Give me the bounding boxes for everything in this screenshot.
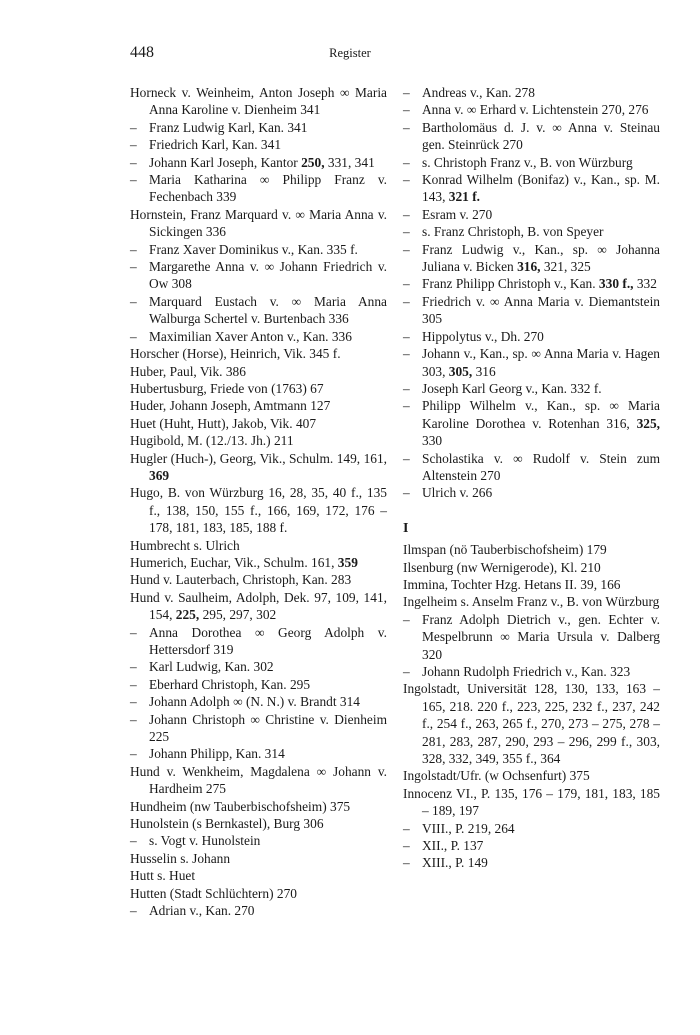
entry-text: Maximilian Xaver Anton v., Kan. 336 [149,328,352,344]
index-subentry [130,328,387,345]
index-subentry [130,171,387,206]
entry-text: Hund v. Saulheim, Adolph, Dek. 97, 109, 141, 154, [130,589,387,623]
entry-text: Hutt s. Huet [130,868,196,884]
principal-page-ref: 250, [301,154,325,170]
index-subentry [403,837,660,854]
subentry-dash: – [130,293,137,309]
subentry-dash: – [403,611,410,627]
entry-text: Horneck v. Weinheim, Anton Joseph ∞ Maria Anna Karoline v. Dienheim 341 [130,85,387,118]
subentry-dash: – [130,624,137,640]
subentry-dash: – [130,694,137,710]
index-entry [403,767,660,784]
index-subentry [130,902,387,919]
entry-text: Franz Ludwig v., Kan., sp. ∞ Johanna Juliana v. Bicken [422,241,660,275]
index-subentry [403,820,660,837]
principal-page-ref: 330 f., [598,276,634,292]
subentry-dash: – [403,172,410,188]
index-entry [403,680,660,767]
entry-text: 331, 341 [324,154,375,170]
entry-text: Husselin s. Johann [130,850,231,866]
entry-text: Anna Dorothea ∞ Georg Adolph v. Hettersdorf 319 [149,624,387,657]
subentry-dash: – [130,172,137,188]
subentry-dash: – [130,903,137,919]
index-entry [130,484,387,536]
index-entry [130,450,387,485]
index-subentry [403,206,660,223]
index-subentry [403,345,660,380]
index-entry [130,589,387,624]
index-subentry [130,258,387,293]
entry-text: Johann Rudolph Friedrich v., Kan. 323 [422,664,631,679]
entry-text: Johann v., Kan., sp. ∞ Anna Maria v. Hagen 303, [422,346,660,379]
index-entry [130,415,387,432]
entry-text: Karl Ludwig, Kan. 302 [149,659,274,675]
index-entry [130,380,387,397]
entry-text: Ulrich v. 266 [422,485,493,501]
entry-text: Maria Katharina ∞ Philipp Franz v. Fechenbach 339 [149,172,387,205]
entry-text: Ilsenburg (nw Wernigerode), Kl. 210 [403,559,601,575]
index-entry [130,537,387,554]
index-subentry [130,745,387,762]
index-subentry [130,241,387,258]
index-subentry [403,154,660,171]
subentry-dash: – [403,855,410,871]
entry-text: Marquard Eustach v. ∞ Maria Anna Walburga Schertel v. Burtenbach 336 [149,293,387,327]
index-subentry [403,484,660,501]
entry-text: Bartholomäus d. J. v. ∞ Anna v. Steinau gen. Steinrück 270 [422,119,660,153]
subentry-dash: – [403,838,410,854]
subentry-dash: – [403,328,410,344]
entry-text: Hornstein, Franz Marquard v. ∞ Maria Anna v. Sickingen 336 [130,206,387,240]
entry-text: s. Vogt v. Hunolstein [149,833,261,849]
index-subentry [130,119,387,136]
entry-text: Humbrecht s. Ulrich [130,537,240,553]
index-subentry [403,101,660,118]
subentry-dash: – [130,676,137,692]
subentry-dash: – [403,154,410,170]
entry-text: Philipp Wilhelm v., Kan., sp. ∞ Maria Karoline Dorothea v. Rotenhan 316, [422,398,660,431]
entry-text: Franz Philipp Christoph v., Kan. [422,276,599,292]
subentry-dash: – [403,241,410,257]
principal-page-ref: 369 [149,467,170,483]
index-subentry [130,293,387,328]
entry-text: Huet (Huht, Hutt), Jakob, Vik. 407 [130,415,317,431]
entry-text: Hippolytus v., Dh. 270 [422,328,544,344]
index-subentry [403,275,660,292]
entry-text: Hund v. Lauterbach, Christoph, Kan. 283 [130,572,352,588]
subentry-dash: – [130,241,137,257]
index-column-left [130,84,387,920]
entry-text: Hugler (Huch-), Georg, Vik., Schulm. 149, 161, [130,450,387,466]
entry-text: I [403,520,409,536]
principal-page-ref: 321 f. [448,189,481,205]
subentry-dash: – [403,450,410,466]
index-subentry [403,450,660,485]
index-entry [130,363,387,380]
entry-text: Johann Karl Joseph, Kantor [149,154,302,170]
subentry-dash: – [403,293,410,309]
entry-text: 321, 325 [540,259,591,275]
index-subentry [403,854,660,871]
index-subentry [403,241,660,276]
subentry-dash: – [403,398,410,414]
index-subentry [403,171,660,206]
subentry-dash: – [403,380,410,396]
entry-text: Franz Xaver Dominikus v., Kan. 335 f. [149,241,358,257]
entry-text: Johann Philipp, Kan. 314 [149,746,285,762]
entry-text: Friedrich v. ∞ Anna Maria v. Diemantstein 305 [422,293,660,327]
index-subentry [403,380,660,397]
index-subentry [130,693,387,710]
index-entry [130,84,387,119]
index-subentry [403,293,660,328]
index-subentry [403,328,660,345]
index-entry [130,397,387,414]
index-subentry [130,154,387,171]
index-subentry [130,136,387,153]
index-entry [130,815,387,832]
subentry-dash: – [130,328,137,344]
index-entry [130,850,387,867]
entry-text: Johann Adolph ∞ (N. N.) v. Brandt 314 [149,694,361,710]
entry-text: VIII., P. 219, 264 [422,820,515,836]
entry-text: Hunolstein (s Bernkastel), Burg 306 [130,816,324,832]
entry-text: 316 [472,363,496,379]
entry-text: Friedrich Karl, Kan. 341 [149,137,282,153]
index-subentry [403,84,660,101]
index-entry [130,798,387,815]
subentry-dash: – [130,659,137,675]
principal-page-ref: 359 [337,554,358,570]
subentry-dash: – [403,206,410,222]
entry-text: Eberhard Christoph, Kan. 295 [149,676,311,692]
subentry-dash: – [130,711,137,727]
entry-text: Hundheim (nw Tauberbischofsheim) 375 [130,798,351,814]
principal-page-ref: 225, [175,607,200,623]
entry-text: Konrad Wilhelm (Bonifaz) v., Kan., sp. M. 143, [422,172,660,205]
index-entry [130,345,387,362]
entry-text: Ingelheim s. Anselm Franz v., B. von Würzburg [403,594,660,610]
index-entry [403,593,660,610]
subentry-dash: – [403,664,410,679]
entry-text: Huder, Johann Joseph, Amtmann 127 [130,398,331,414]
entry-text: Scholastika v. ∞ Rudolf v. Stein zum Altenstein 270 [422,450,660,483]
principal-page-ref: 305, [448,363,473,379]
entry-text: Ilmspan (nö Tauberbischofsheim) 179 [403,542,607,558]
principal-page-ref: 316, [517,259,541,275]
entry-text: Humerich, Euchar, Vik., Schulm. 161, [130,554,338,570]
subentry-dash: – [130,259,137,275]
index-subentry [130,832,387,849]
index-entry [403,576,660,593]
index-entry [403,559,660,576]
index-entry [130,206,387,241]
subentry-dash: – [403,820,410,836]
entry-text: Anna v. ∞ Erhard v. Lichtenstein 270, 276 [422,102,649,118]
entry-text: Hutten (Stadt Schlüchtern) 270 [130,885,297,901]
subentry-dash: – [403,485,410,501]
running-title: Register [329,46,371,60]
entry-text: s. Franz Christoph, B. von Speyer [422,224,604,240]
entry-text: Adrian v., Kan. 270 [149,903,255,919]
entry-text: Johann Christoph ∞ Christine v. Dienheim 225 [149,711,387,745]
subentry-dash: – [130,746,137,762]
entry-text: Hund v. Wenkheim, Magdalena ∞ Johann v. Hardheim 275 [130,763,387,797]
index-entry [130,432,387,449]
index-subentry [403,223,660,240]
entry-text: Joseph Karl Georg v., Kan. 332 f. [422,380,602,396]
entry-text: Esram v. 270 [422,206,493,222]
entry-text: Huber, Paul, Vik. 386 [130,363,246,379]
index-subentry [403,611,660,663]
entry-text: Innocenz VI., P. 135, 176 – 179, 181, 183, 185 – 189, 197 [403,785,660,819]
entry-text: Andreas v., Kan. 278 [422,85,535,100]
entry-text: Horscher (Horse), Heinrich, Vik. 345 f. [130,346,341,362]
index-entry [130,554,387,571]
entry-text: Ingolstadt/Ufr. (w Ochsenfurt) 375 [403,768,590,784]
subentry-dash: – [130,833,137,849]
entry-text: XIII., P. 149 [422,855,488,871]
entry-text: 330 [422,433,443,449]
subentry-dash: – [130,119,137,135]
page-header [130,44,570,66]
entry-text: Franz Adolph Dietrich v., gen. Echter v. Mespelbrunn ∞ Maria Ursula v. Dalberg 320 [422,611,660,662]
entry-text: 332 [633,276,657,292]
section-letter [403,520,660,537]
subentry-dash: – [403,276,410,292]
entry-text: Hugibold, M. (12./13. Jh.) 211 [130,433,294,449]
entry-text: Immina, Tochter Hzg. Hetans II. 39, 166 [403,576,621,592]
entry-text: s. Christoph Franz v., B. von Würzburg [422,154,633,170]
index-subentry [130,624,387,659]
subentry-dash: – [130,154,137,170]
index-entry [130,763,387,798]
subentry-dash: – [403,224,410,240]
index-subentry [130,711,387,746]
entry-text: XII., P. 137 [422,838,484,854]
index-subentry [403,119,660,154]
subentry-dash: – [403,85,410,100]
entry-text: Margarethe Anna v. ∞ Johann Friedrich v. Ow 308 [149,259,387,292]
subentry-dash: – [403,102,410,118]
index-subentry [403,397,660,449]
index-entry [130,571,387,588]
index-entry [130,867,387,884]
entry-text: Hubertusburg, Friede von (1763) 67 [130,380,324,396]
page-number: 448 [130,44,154,61]
subentry-dash: – [403,346,410,362]
subentry-dash: – [130,137,137,153]
entry-text: 295, 297, 302 [199,607,277,623]
index-subentry [130,676,387,693]
subentry-dash: – [403,119,410,135]
index-entry [130,885,387,902]
index-entry [403,785,660,820]
entry-text: Hugo, B. von Würzburg 16, 28, 35, 40 f., 135 f., 138, 150, 155 f., 166, 169, 172, 176 – 178, 181, 183, 185, 188 f. [130,485,387,536]
index-column-right [403,84,660,872]
index-subentry [130,658,387,675]
index-subentry [403,663,660,680]
entry-text: Franz Ludwig Karl, Kan. 341 [149,119,308,135]
principal-page-ref: 325, [636,415,660,431]
index-entry [403,541,660,558]
entry-text: Ingolstadt, Universität 128, 130, 133, 163 – 165, 218. 220 f., 223, 225, 232 f., 237, 242 f., 254 f., 263, 265 f., 270, 273 – 275, 278 – 281, 283, 287, 290, 293 – 296, 299 f., 303, 328, 332, 349, 355 f., 364 [403,681,660,767]
